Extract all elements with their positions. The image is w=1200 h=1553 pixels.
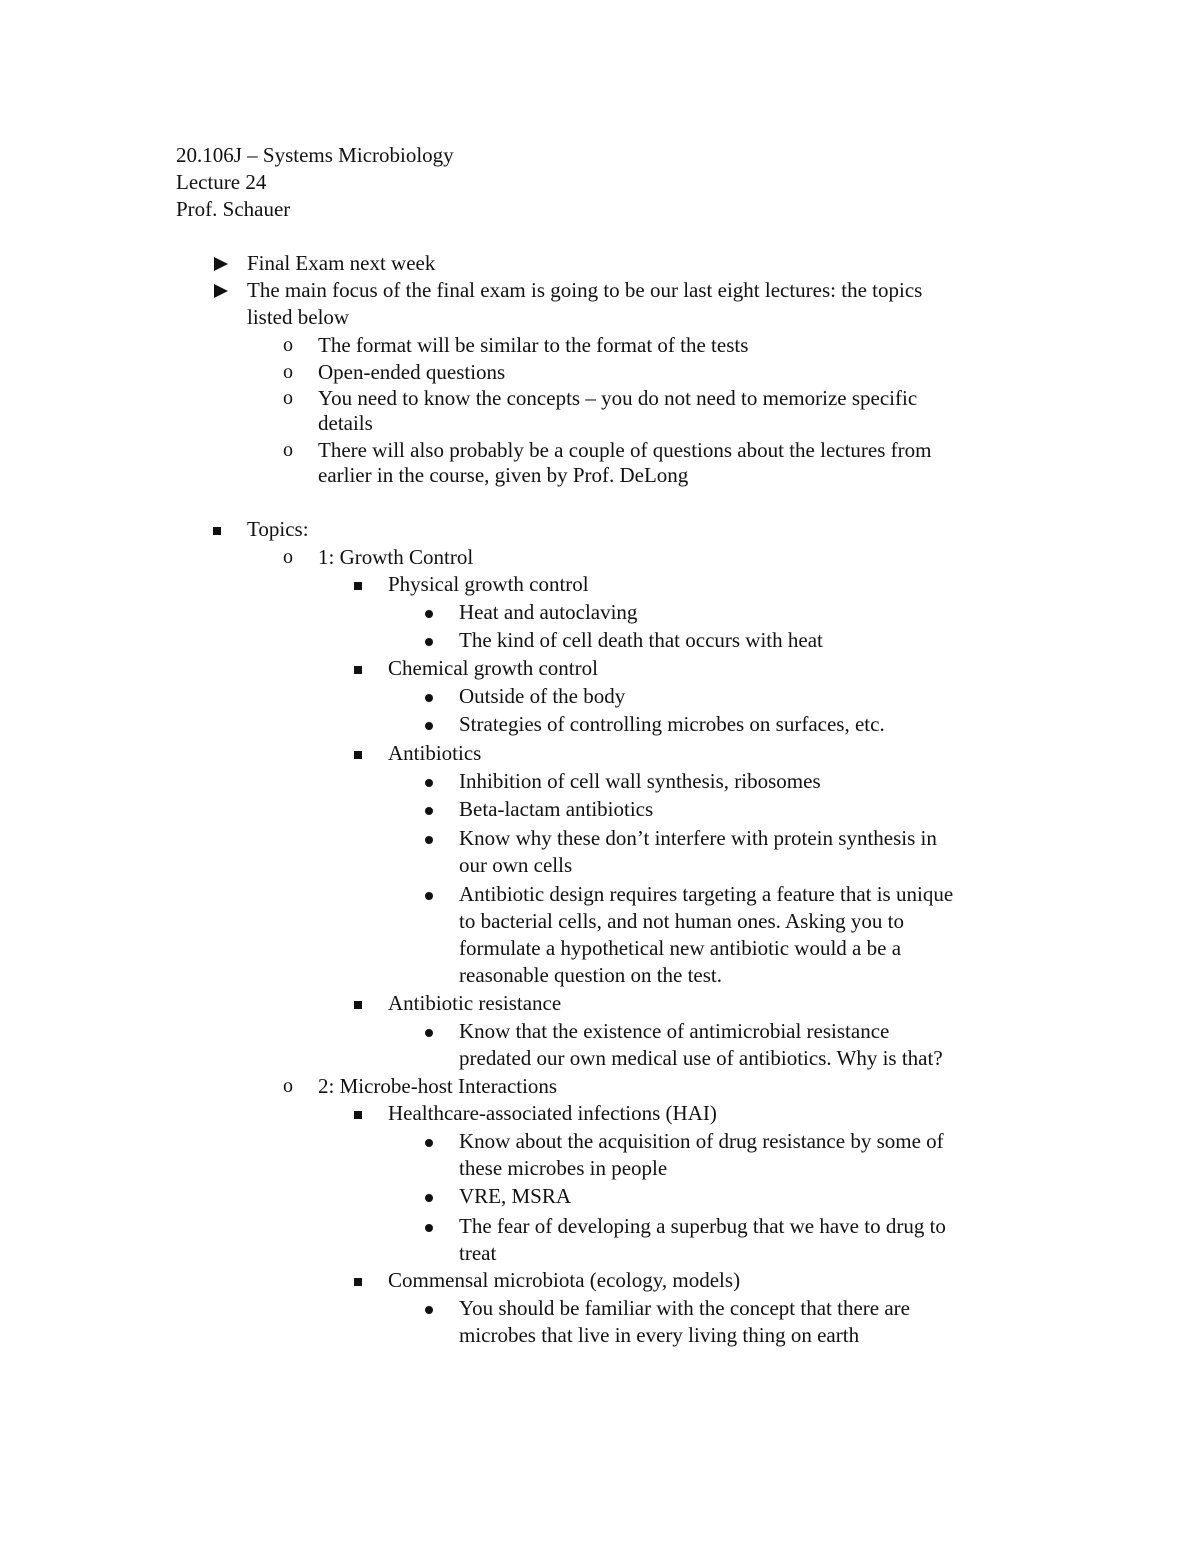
square-bullet-icon <box>354 666 362 674</box>
dot-bullet-icon <box>425 779 433 787</box>
dot-bullet-icon <box>425 836 433 844</box>
sub-item: details <box>318 411 373 435</box>
dot-bullet-icon <box>425 892 433 900</box>
dot-bullet-icon <box>425 807 433 815</box>
topic-microbe-host: 2: Microbe-host Interactions <box>318 1074 558 1098</box>
detail-item: Strategies of controlling microbes on surfaces, etc. <box>459 712 885 736</box>
detail-item: Antibiotic design requires targeting a feature that is unique <box>459 882 954 906</box>
circle-bullet-icon: o <box>283 1075 293 1097</box>
subtopic: Healthcare-associated infections (HAI) <box>388 1101 717 1125</box>
dot-bullet-icon <box>425 1224 433 1232</box>
square-bullet-icon <box>354 1111 362 1119</box>
subtopic: Antibiotics <box>388 741 482 765</box>
dot-bullet-icon <box>425 638 433 646</box>
detail-item: microbes that live in every living thing on earth <box>459 1323 860 1347</box>
square-bullet-icon <box>354 1001 362 1009</box>
dot-bullet-icon <box>425 722 433 730</box>
circle-bullet-icon: o <box>283 546 293 568</box>
detail-item: formulate a hypothetical new antibiotic would a be a <box>459 936 902 960</box>
detail-item: reasonable question on the test. <box>459 963 723 987</box>
square-bullet-icon <box>354 1278 362 1286</box>
dot-bullet-icon <box>425 1029 433 1037</box>
square-bullet-icon <box>213 527 221 535</box>
circle-bullet-icon: o <box>283 361 293 383</box>
detail-item: these microbes in people <box>459 1156 668 1180</box>
exam-focus-line: The main focus of the final exam is going to be our last eight lectures: the topics <box>247 278 923 302</box>
square-bullet-icon <box>354 751 362 759</box>
sub-item: earlier in the course, given by Prof. DeLong <box>318 463 689 487</box>
sub-item: The format will be similar to the format of the tests <box>318 333 749 357</box>
sub-item: You need to know the concepts – you do not need to memorize specific <box>318 386 918 410</box>
dot-bullet-icon <box>425 610 433 618</box>
detail-item: to bacterial cells, and not human ones. Asking you to <box>459 909 904 933</box>
subtopic: Antibiotic resistance <box>388 991 562 1015</box>
detail-item: Heat and autoclaving <box>459 600 638 624</box>
subtopic: Commensal microbiota (ecology, models) <box>388 1268 741 1292</box>
subtopic: Physical growth control <box>388 572 589 596</box>
course-title: 20.106J – Systems Microbiology <box>176 143 454 167</box>
detail-item: Know why these don’t interfere with protein synthesis in <box>459 826 937 850</box>
subtopic: Chemical growth control <box>388 656 598 680</box>
exam-focus-line: listed below <box>247 305 350 329</box>
detail-item: Know that the existence of antimicrobial resistance <box>459 1019 890 1043</box>
detail-item: treat <box>459 1241 497 1265</box>
detail-item: The fear of developing a superbug that we have to drug to <box>459 1214 946 1238</box>
circle-bullet-icon: o <box>283 439 293 461</box>
dot-bullet-icon <box>425 1139 433 1147</box>
detail-item: Outside of the body <box>459 684 626 708</box>
topics-heading: Topics: <box>247 517 309 541</box>
topic-growth-control: 1: Growth Control <box>318 545 474 569</box>
detail-item: our own cells <box>459 853 573 877</box>
dot-bullet-icon <box>425 694 433 702</box>
detail-item: Beta-lactam antibiotics <box>459 797 654 821</box>
dot-bullet-icon <box>425 1306 433 1314</box>
detail-item: predated our own medical use of antibiotics. Why is that? <box>459 1046 943 1070</box>
arrow-bullet-icon <box>214 284 228 298</box>
sub-item: Open-ended questions <box>318 360 506 384</box>
circle-bullet-icon: o <box>283 387 293 409</box>
detail-item: Inhibition of cell wall synthesis, ribosomes <box>459 769 821 793</box>
detail-item: You should be familiar with the concept that there are <box>459 1296 910 1320</box>
professor-name: Prof. Schauer <box>176 197 291 221</box>
dot-bullet-icon <box>425 1194 433 1202</box>
detail-item: The kind of cell death that occurs with heat <box>459 628 823 652</box>
arrow-bullet-icon <box>214 257 228 271</box>
sub-item: There will also probably be a couple of questions about the lectures from <box>318 438 932 462</box>
square-bullet-icon <box>354 582 362 590</box>
lecture-number: Lecture 24 <box>176 170 267 194</box>
detail-item: VRE, MSRA <box>459 1184 572 1208</box>
circle-bullet-icon: o <box>283 334 293 356</box>
exam-note: Final Exam next week <box>247 251 436 275</box>
detail-item: Know about the acquisition of drug resistance by some of <box>459 1129 944 1153</box>
